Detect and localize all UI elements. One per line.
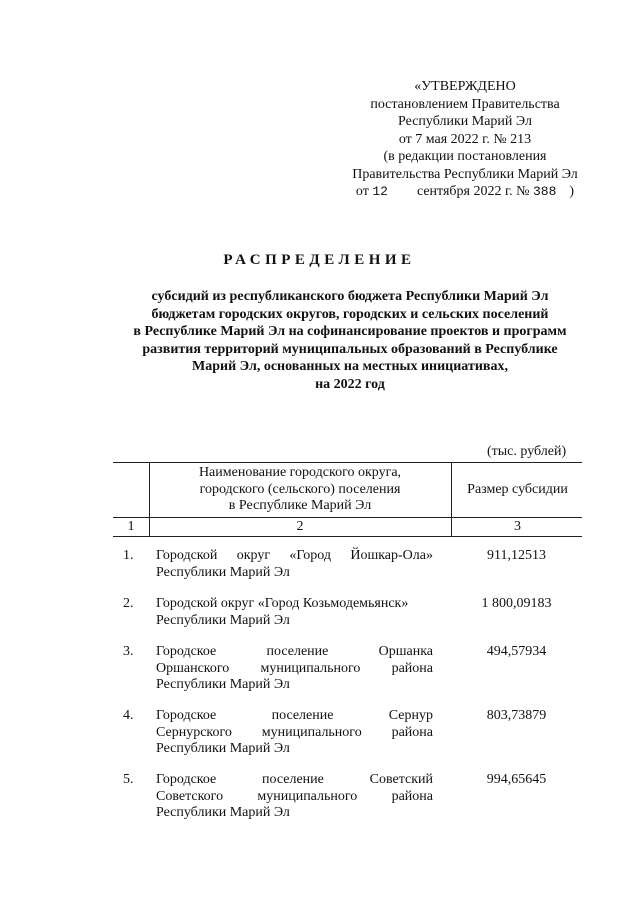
row-municipality-name: Городское поселение Сернур Сернурского муниципального района Республики Марий Эл	[156, 708, 433, 756]
row-index: 5.	[123, 772, 134, 787]
header-amount-cell	[451, 463, 583, 517]
approval-line: от 7 мая 2022 г. № 213	[398, 131, 532, 147]
approval-line: постановлением Правительства	[370, 96, 560, 112]
row-subsidy-amount: 994,65645	[486, 772, 547, 787]
row-municipality-name: Городской округ «Город Козьмодемьянск» Республики Марий Эл	[156, 596, 409, 628]
row-index: 2.	[123, 596, 134, 611]
subtitle-line: на 2022 год	[315, 376, 385, 392]
unit-note: (тыс. рублей)	[487, 444, 567, 459]
row-index: 4.	[123, 708, 134, 723]
column-number-row	[113, 518, 582, 537]
subtitle-line: Марий Эл, основанных на местных инициативах,	[192, 359, 508, 375]
document-title: РАСПРЕДЕЛЕНИЕ	[223, 252, 416, 268]
approval-line: (в редакции постановления	[383, 149, 547, 164]
row-municipality-name: Городской округ «Город Йошкар-Ола» Республики Марий Эл	[156, 548, 433, 580]
amend-prefix: от	[355, 184, 369, 199]
header-name-line: Наименование городского округа,	[198, 465, 402, 480]
row-index: 3.	[123, 644, 134, 659]
header-name-line: городского (сельского) поселения	[199, 481, 401, 497]
row-subsidy-amount: 911,12513	[487, 548, 546, 563]
amend-middle: сентября 2022 г. №	[416, 184, 530, 199]
row-municipality-name: Городское поселение Оршанка Оршанского муниципального района Республики Марий Эл	[156, 644, 433, 692]
column-number: 1	[113, 518, 150, 536]
subtitle-line: бюджетам городских округов, городских и сельских поселений	[151, 306, 549, 322]
document-subtitle	[90, 288, 610, 394]
header-name-line: в Республике Марий Эл	[228, 498, 372, 513]
row-subsidy-amount: 1 800,09183	[481, 596, 552, 611]
header-amount-label: Размер субсидии	[467, 482, 568, 497]
column-number: 2	[296, 519, 304, 534]
approval-line: Правительства Республики Марий Эл	[352, 166, 578, 182]
approval-line: Республики Марий Эл	[398, 114, 532, 129]
subtitle-line: развития территорий муниципальных образований в Республике	[142, 341, 558, 357]
approval-line-amended	[300, 183, 630, 201]
amend-day: 12	[372, 184, 388, 199]
table-header	[113, 463, 582, 518]
approval-line: «УТВЕРЖДЕНО	[414, 79, 516, 94]
row-subsidy-amount: 494,57934	[486, 644, 547, 659]
amend-suffix: )	[569, 184, 575, 199]
header-index-cell	[113, 463, 150, 517]
column-number: 3	[451, 518, 583, 536]
subsidy-table	[113, 462, 582, 537]
amend-number: 388	[533, 184, 557, 199]
subtitle-line: в Республике Марий Эл на софинансирование проектов и программ	[133, 324, 567, 340]
row-subsidy-amount: 803,73879	[486, 708, 547, 723]
header-name-cell	[150, 465, 450, 515]
subtitle-line: субсидий из республиканского бюджета Республики Марий Эл	[151, 289, 549, 304]
row-index: 1.	[123, 548, 134, 563]
row-municipality-name: Городское поселение Советский Советского муниципального района Республики Марий Эл	[156, 772, 433, 820]
approval-stamp	[300, 78, 630, 201]
